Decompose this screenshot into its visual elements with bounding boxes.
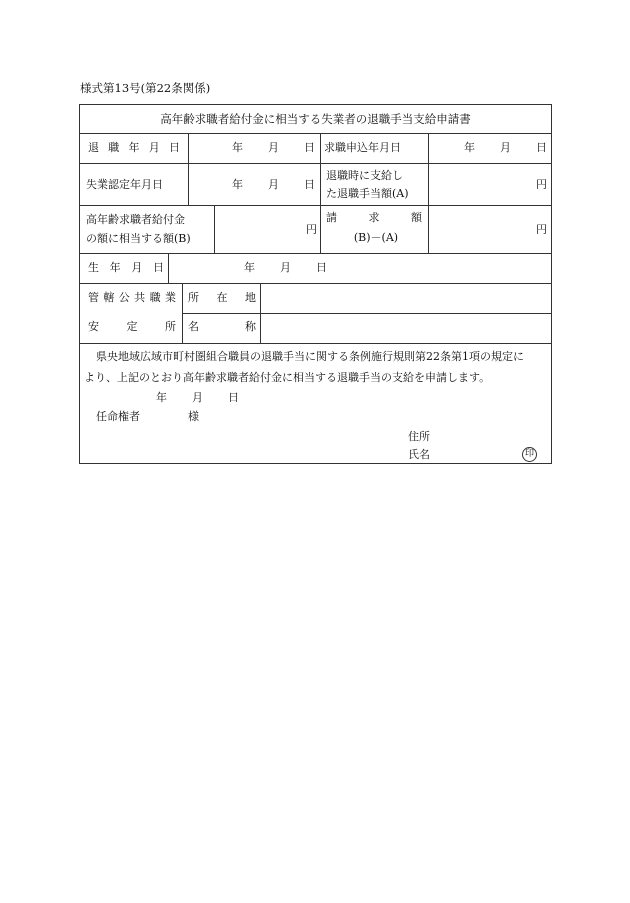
label-char: 月: [148, 141, 160, 154]
label-char: 称: [245, 320, 256, 333]
label-char: 職: [108, 141, 120, 154]
rule: [80, 163, 551, 164]
rule: [260, 283, 261, 343]
label-char: 轄: [103, 291, 115, 304]
seal-icon: 印: [522, 447, 537, 462]
day-unit: 日: [536, 141, 547, 154]
label-char: 額: [411, 211, 422, 224]
month-unit: 月: [192, 391, 203, 404]
statement-line1: 県央地域広域市町村圏組合職員の退職手当に関する条例施行規則第22条第1項の規定に: [96, 350, 524, 363]
day-unit: 日: [304, 178, 315, 191]
rule: [80, 283, 551, 284]
rule: [188, 133, 189, 205]
year-unit: 年: [464, 141, 475, 154]
rule: [80, 253, 551, 254]
label-char: 月: [131, 261, 143, 274]
year-unit: 年: [244, 261, 255, 274]
label-char: 所: [188, 291, 199, 304]
rule: [182, 283, 183, 343]
recipient-label: 任命権者: [96, 410, 140, 423]
elder-amount-label-line2: の額に相当する額(B): [86, 232, 191, 245]
claim-label: [326, 211, 422, 225]
signature-label: 氏名: [408, 448, 430, 461]
year-unit: 年: [232, 178, 243, 191]
claim-formula: (B)－(A): [353, 231, 399, 244]
yen-unit: 円: [536, 178, 547, 191]
label-char: 年: [109, 261, 121, 274]
honorific: 様: [188, 410, 199, 423]
rule: [428, 133, 429, 253]
address-label: 住所: [408, 430, 430, 443]
rule: [80, 205, 551, 206]
paid-amount-label-line2: た退職手当額(A): [326, 187, 409, 200]
office-label-line2: [88, 320, 176, 334]
statement-line2: より、上記のとおり高年齢求職者給付金に相当する退職手当の支給を申請します。: [84, 371, 491, 384]
rule: [80, 133, 551, 134]
location-label: [188, 291, 256, 305]
day-unit: 日: [304, 141, 315, 154]
unemploy-cert-label: 失業認定年月日: [86, 178, 163, 191]
label-char: 管: [88, 291, 99, 304]
rule: [214, 205, 215, 253]
paid-amount-label-line1: 退職時に支給し: [326, 169, 403, 182]
yen-unit: 円: [306, 223, 317, 236]
label-char: 共: [134, 291, 146, 304]
application-form: [79, 104, 552, 464]
label-char: 求: [368, 211, 380, 224]
job-apply-date-label: 求職申込年月日: [324, 141, 401, 154]
label-char: 生: [88, 261, 99, 274]
yen-unit: 円: [536, 223, 547, 236]
birth-date-label: [88, 261, 164, 275]
label-char: 職: [149, 291, 161, 304]
day-unit: 日: [316, 261, 327, 274]
month-unit: 月: [280, 261, 291, 274]
label-char: 定: [126, 320, 138, 333]
label-char: 公: [118, 291, 130, 304]
elder-amount-label-line1: 高年齢求職者給付金: [86, 213, 185, 226]
label-char: 年: [128, 141, 140, 154]
rule: [80, 343, 551, 344]
label-char: 業: [164, 291, 176, 304]
month-unit: 月: [268, 178, 279, 191]
day-unit: 日: [228, 391, 239, 404]
form-title: 高年齢求職者給付金に相当する失業者の退職手当支給申請書: [160, 112, 471, 126]
name-label: [188, 320, 256, 334]
rule: [320, 133, 321, 253]
form-number-caption: 様式第13号(第22条関係): [80, 81, 211, 95]
label-char: 請: [326, 211, 337, 224]
month-unit: 月: [268, 141, 279, 154]
rule: [182, 313, 551, 314]
year-unit: 年: [156, 391, 167, 404]
retire-date-label: [88, 141, 180, 155]
label-char: 地: [245, 291, 256, 304]
rule: [168, 253, 169, 283]
label-char: 日: [169, 141, 180, 154]
label-char: 所: [165, 320, 176, 333]
month-unit: 月: [500, 141, 511, 154]
label-char: 名: [188, 320, 199, 333]
label-char: 退: [88, 141, 99, 154]
year-unit: 年: [232, 141, 243, 154]
office-label-line1: [88, 291, 176, 305]
label-char: 安: [88, 320, 99, 333]
label-char: 在: [216, 291, 228, 304]
label-char: 日: [152, 261, 164, 274]
